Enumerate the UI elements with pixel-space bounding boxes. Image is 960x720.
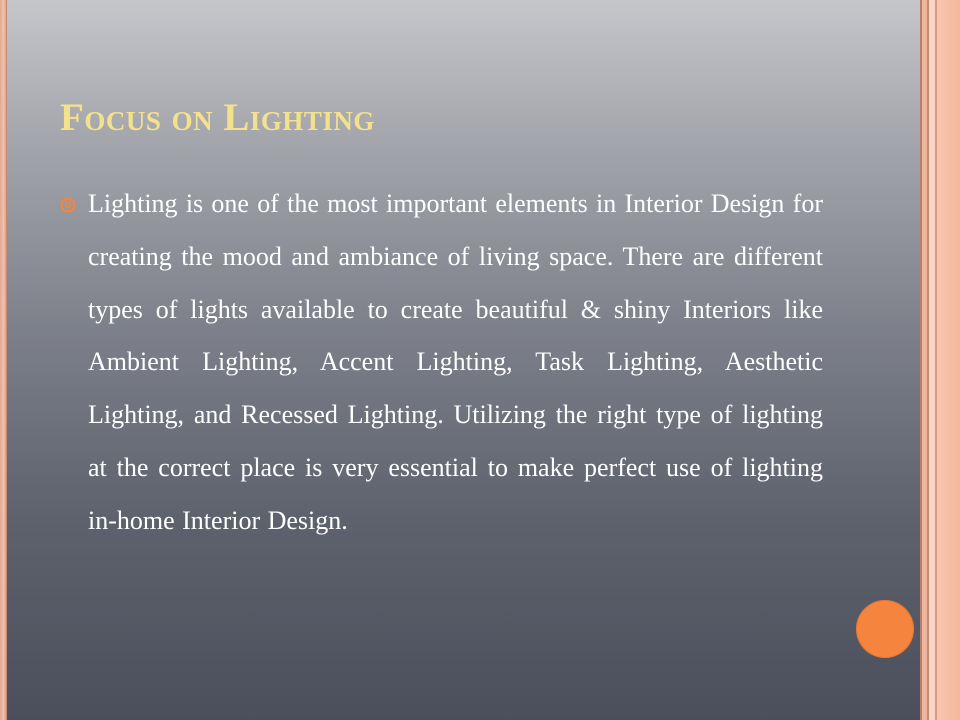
slide-title: Focus on Lighting	[60, 96, 375, 139]
ring-bullet-icon	[59, 196, 77, 214]
bullet-text: Lighting is one of the most important elements in Interior Design for creating the mood and ambiance of living space. There are different types of lights available to create beautiful & shiny Interiors like Ambient Lighting, Accent Lighting, Task Lighting, Aesthetic Lighting, and Recessed Lighting. Utilizing the right type of lighting at the correct place is very essential to make perfect use of lighting in-home Interior Design.	[88, 189, 823, 535]
right-border-stripe	[937, 0, 960, 720]
orange-circle-decoration	[856, 600, 914, 658]
